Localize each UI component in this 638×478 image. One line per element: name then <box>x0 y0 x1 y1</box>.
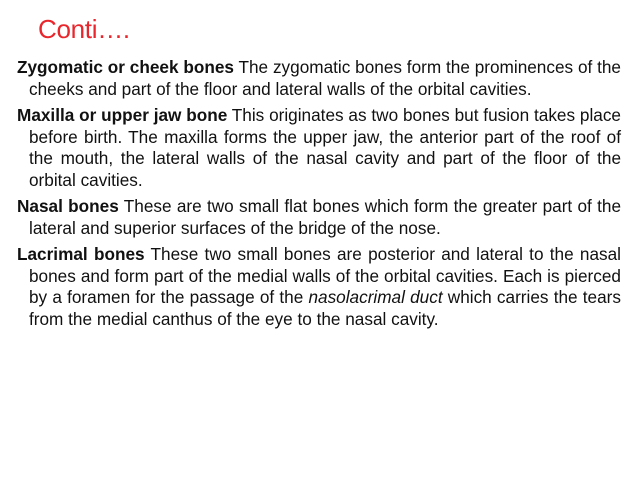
definition-maxilla: This originates as two bones but fusion takes place before birth. The maxilla forms the upper jaw, the anterior part of the roof of the mouth, the lateral walls of the nasal cavity and part of the floor of the orbital cavities. <box>29 105 621 190</box>
slide-title: Conti…. <box>38 14 130 44</box>
term-lacrimal: Lacrimal bones <box>17 244 145 264</box>
term-maxilla: Maxilla or upper jaw bone <box>17 105 228 125</box>
definition-nasal: These are two small flat bones which form the greater part of the lateral and superior surfaces of the bridge of the nose. <box>29 196 621 238</box>
term-zygomatic: Zygomatic or cheek bones <box>17 57 234 77</box>
term-nasolacrimal-duct: nasolacrimal duct <box>308 287 443 307</box>
paragraph-lacrimal <box>17 244 621 330</box>
slide-body <box>17 57 621 335</box>
definition-zygomatic: The zygomatic bones form the prominences of the cheeks and part of the floor and lateral walls of the orbital cavities. <box>29 57 621 99</box>
term-nasal: Nasal bones <box>17 196 119 216</box>
definition-lacrimal: These two small bones are posterior and lateral to the nasal bones and form part of the medial walls of the orbital cavities. Each is pierced by a foramen for the passage of the <box>29 244 622 307</box>
paragraph-zygomatic <box>17 57 621 100</box>
paragraph-maxilla <box>17 105 621 191</box>
definition-lacrimal-end: which carries the tears from the medial canthus of the eye to the nasal cavity. <box>29 287 621 329</box>
paragraph-nasal <box>17 196 621 239</box>
